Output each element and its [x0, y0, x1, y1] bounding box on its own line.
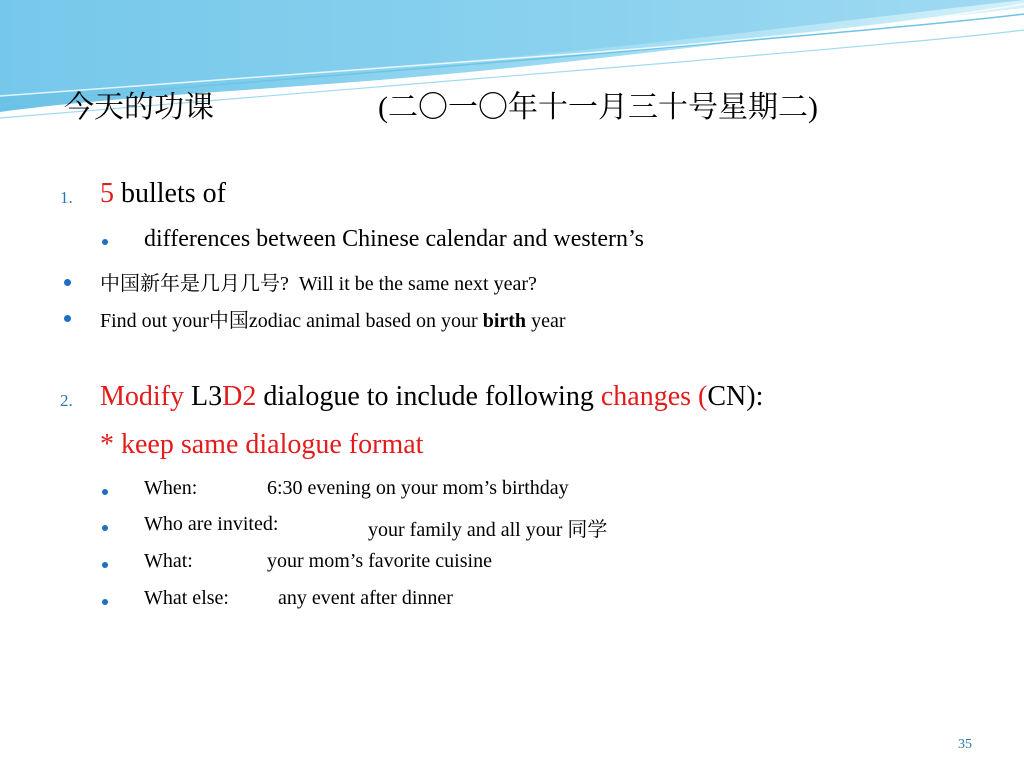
bullet-icon [102, 239, 108, 245]
text-span: any event after dinner [278, 587, 453, 609]
item-2-number: 2. [60, 391, 73, 410]
item-1-sub-2-en: Will it be the same next year? [298, 273, 537, 295]
item-1-count: 5 [100, 178, 114, 209]
bullet-icon [64, 279, 71, 286]
text-span: What else: [144, 587, 229, 609]
text-span: Find out your [100, 310, 209, 332]
text-span: your mom’s favorite cuisine [267, 550, 492, 572]
text-span: Who are invited: [144, 513, 279, 535]
item-2-who [144, 513, 608, 541]
item-1-sub-3 [100, 304, 565, 333]
text-span: dialogue to include following [256, 381, 601, 412]
text-span: 6:30 evening on your mom’s birthday [267, 477, 569, 499]
item-1-sub-2-cn: 中国新年是几月几号? [100, 273, 289, 295]
item-1-heading [100, 178, 226, 210]
text-span: L3 [184, 381, 223, 412]
text-span: zodiac animal based on your [248, 310, 483, 332]
bullet-icon [102, 489, 108, 495]
item-1-sub-1: differences between Chinese calendar and western’s [144, 226, 645, 252]
title-date: (二〇一〇年十一月三十号星期二) [378, 91, 818, 124]
text-span: 中国 [208, 310, 249, 332]
text-span: your family and all your 同学 [368, 519, 608, 541]
text-span: changes ( [600, 381, 708, 412]
item-1-number: 1. [60, 188, 73, 207]
item-2-what [144, 550, 492, 573]
text-span: D2 [222, 381, 257, 412]
bullet-icon [64, 315, 71, 322]
text-span: When: [144, 477, 198, 499]
item-1-sub-2 [100, 267, 537, 296]
bold-text: birth [482, 310, 527, 332]
bullet-icon [102, 599, 108, 605]
item-2-note: * keep same dialogue format [100, 429, 424, 460]
bullet-icon [102, 562, 108, 568]
title-main: 今天的功课 [64, 91, 214, 124]
bullet-icon [102, 525, 108, 531]
item-2-heading [100, 381, 763, 413]
item-2-when [144, 477, 569, 500]
text-span: CN): [707, 381, 764, 412]
item-2-what-else [144, 587, 453, 610]
text-span: Modify [100, 381, 184, 412]
text-span: year [526, 310, 566, 332]
item-1-rest: bullets of [114, 178, 226, 209]
page-number: 35 [958, 737, 972, 752]
text-span: What: [144, 550, 193, 572]
